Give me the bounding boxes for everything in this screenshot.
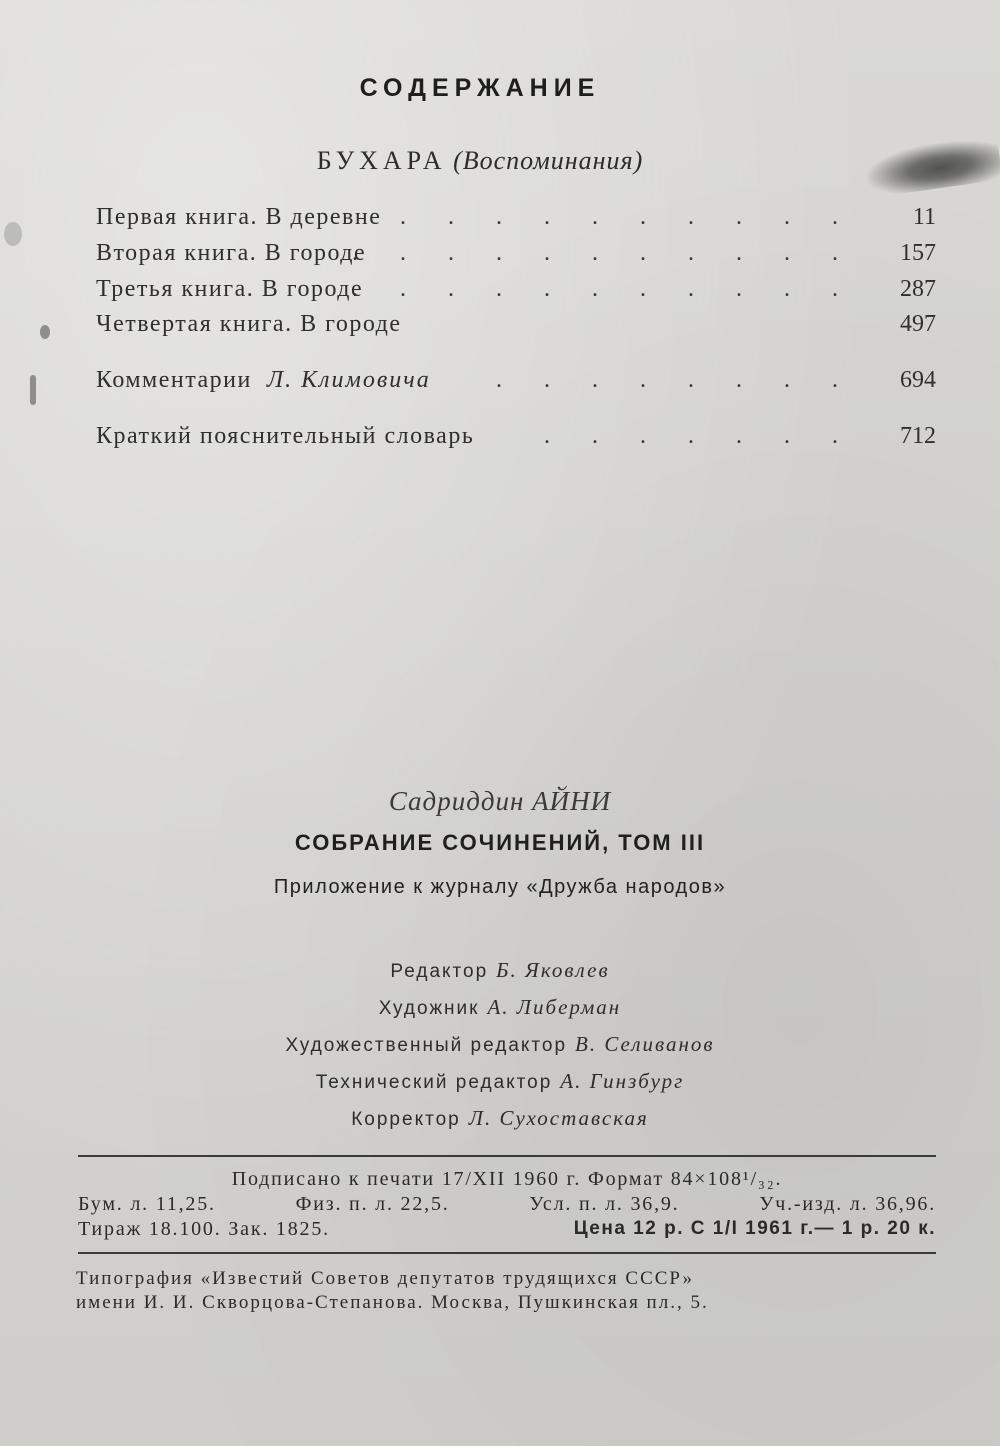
section-heading xyxy=(0,146,960,176)
toc-entry-label: Вторая книга. В городе xyxy=(96,240,367,266)
leader-dots: . . . . . . . . xyxy=(496,367,856,393)
imprint-price: Цена 12 р. С 1/I 1961 г.— 1 р. 20 к. xyxy=(573,1218,936,1239)
supplement-note: Приложение к журналу «Дружба народов» xyxy=(273,876,727,898)
credit-person: Б. Яковлев xyxy=(496,958,610,982)
toc-entry xyxy=(96,240,936,272)
imprint-item: Усл. п. л. 36,9. xyxy=(529,1193,680,1215)
credit-person: В. Селиванов xyxy=(575,1032,715,1056)
credit-role: Художник xyxy=(378,998,480,1019)
leader-dots: . . . . . . . . . . xyxy=(400,204,856,230)
credit-line xyxy=(0,1069,1000,1094)
toc-entry xyxy=(96,204,936,236)
divider-rule xyxy=(78,1252,936,1254)
imprint-line xyxy=(78,1218,936,1241)
toc-entry-label: Первая книга. В деревне xyxy=(96,204,382,230)
toc-entry-page: 712 xyxy=(900,423,936,449)
divider-rule xyxy=(78,1155,936,1157)
credit-role: Технический редактор xyxy=(315,1072,553,1093)
credit-person: А. Гинзбург xyxy=(560,1069,685,1093)
credit-line xyxy=(0,995,1000,1020)
toc-entry xyxy=(96,276,936,308)
ink-smudge xyxy=(40,325,50,339)
imprint-item: Уч.-изд. л. 36,96. xyxy=(759,1193,936,1215)
toc-entry-label xyxy=(96,367,431,394)
leader-dots: . . . . . . . . . . . xyxy=(352,276,856,302)
author-name: Садриддин АЙНИ xyxy=(388,786,612,816)
imprint-item: Бум. л. 11,25. xyxy=(78,1193,216,1215)
toc-entry xyxy=(96,423,936,455)
toc-entry-label: Четвертая книга. В городе xyxy=(96,311,402,337)
toc-entry-page: 287 xyxy=(900,276,936,302)
imprint-run: Тираж 18.100. Зак. 1825. xyxy=(78,1218,330,1240)
printer-line: Типография «Известий Советов депутатов трудящихся СССР» xyxy=(76,1268,694,1289)
credit-role: Художественный редактор xyxy=(285,1035,568,1056)
credit-role: Редактор xyxy=(390,961,489,982)
section-name: БУХАРА xyxy=(316,146,447,175)
leader-dots: . . . . . . . . . . . xyxy=(352,240,856,266)
credit-line xyxy=(0,958,1000,983)
toc-entry xyxy=(96,311,936,343)
leader-dots: . . . . . . . xyxy=(544,423,856,449)
contents-heading: СОДЕРЖАНИЕ xyxy=(359,74,601,102)
section-subtitle: (Воспоминания) xyxy=(453,146,644,175)
printer-line: имени И. И. Скворцова-Степанова. Москва, Пушкинская пл., 5. xyxy=(76,1292,709,1313)
toc-entry-label: Третья книга. В городе xyxy=(96,276,364,302)
toc-entry xyxy=(96,367,936,399)
credit-line xyxy=(0,1032,1000,1057)
credit-person: Л. Сухоставская xyxy=(468,1106,649,1130)
imprint-item: Физ. п. л. 22,5. xyxy=(295,1193,450,1215)
toc-entry-label-text: Комментарии xyxy=(96,367,252,393)
toc-entry-label: Краткий пояснительный словарь xyxy=(96,423,475,449)
toc-entry-page: 157 xyxy=(900,240,936,266)
credit-person: А. Либерман xyxy=(487,995,622,1019)
toc-entry-page: 11 xyxy=(912,204,936,230)
toc-entry-page: 694 xyxy=(900,367,936,393)
imprint-line xyxy=(78,1193,936,1216)
work-title: СОБРАНИЕ СОЧИНЕНИЙ, ТОМ III xyxy=(294,830,706,855)
ink-smudge xyxy=(30,375,36,405)
paper-spot xyxy=(4,222,22,246)
toc-entry-author: Л. Климовича xyxy=(266,367,431,393)
imprint-line: Подписано к печати 17/XII 1960 г. Формат 84×108¹/₃₂. xyxy=(231,1168,783,1190)
toc-entry-page: 497 xyxy=(900,311,936,337)
credit-role: Корректор xyxy=(351,1109,461,1130)
credit-line xyxy=(0,1106,1000,1131)
